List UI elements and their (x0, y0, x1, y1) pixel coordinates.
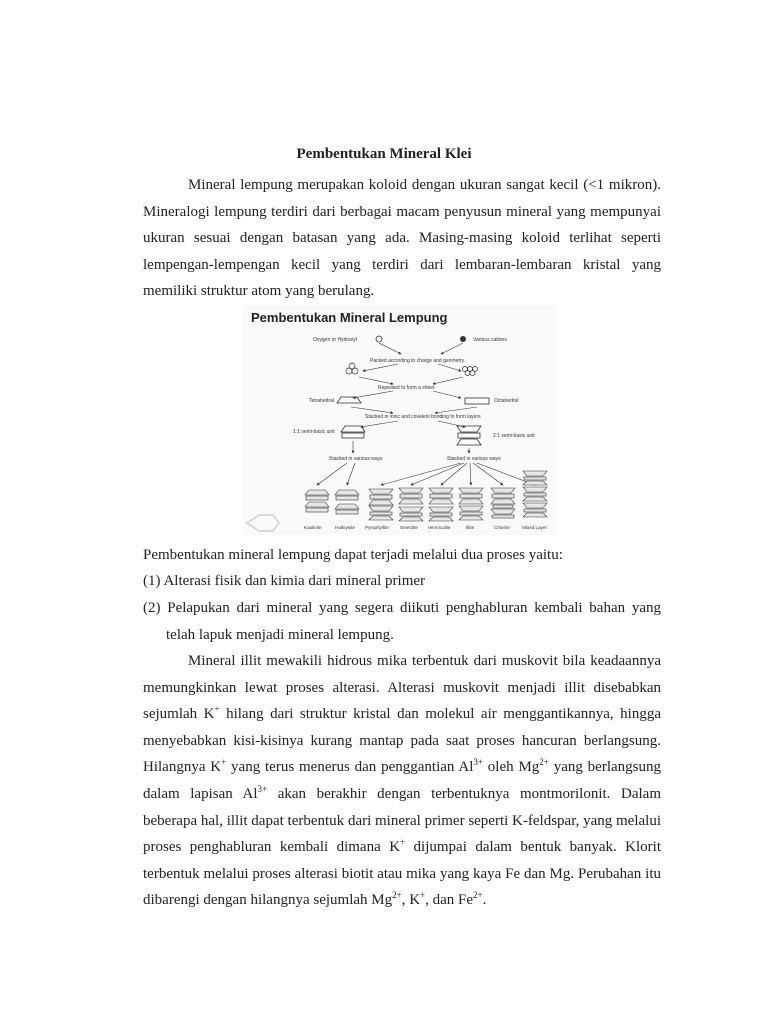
mineral-label-4: Vermiculite (428, 525, 451, 530)
label-stacked-ways-left: Stacked in various ways (329, 456, 383, 462)
label-unit11: 1:1 semi-basic unit (293, 429, 335, 435)
list-item-number: (2) (143, 600, 161, 616)
list-item (143, 595, 661, 648)
mineral-label-6: Chlorite (494, 525, 510, 530)
list-intro: Pembentukan mineral lempung dapat terjadi melalui dua proses yaitu: (143, 547, 563, 563)
paragraph-illite (143, 648, 661, 914)
mineral-label-1: Halloysite (335, 525, 355, 530)
figure-title: Pembentukan Mineral Lempung (251, 310, 448, 325)
mineral-label-5: Illite (466, 525, 475, 530)
label-packed: Packed according to charge and geometry (370, 358, 464, 364)
label-stacked-ways-right: Stacked in various ways (447, 456, 501, 462)
label-unit21: 2:1 semi-basic unit (493, 433, 535, 439)
mineral-label-0: Kaolinite (304, 525, 322, 530)
mixed-layer-stack-icon (523, 471, 547, 517)
list-item (143, 568, 661, 595)
label-oxygen: Oxygen or Hydroxyl (313, 337, 357, 343)
list-item-text: Alterasi fisik dan kimia dari mineral primer (163, 573, 426, 589)
list-item-number: (1) (143, 573, 161, 589)
paragraph-intro-text: Mineral lempung merupakan koloid dengan ukuran sangat kecil (<1 mikron). Mineralogi lempung terdiri dari berbagai macam penyusun mineral yang mempunyai ukuran sesuai dengan batasan yang ada. Masing-masing koloid terlihat seperti lempengan-lempengan kecil yang terdiri dari lembaran-lembaran kristal yang memiliki struktur atom yang berulang. (143, 177, 661, 300)
clay-formation-figure (243, 305, 556, 535)
paragraph-intro (143, 172, 661, 305)
clay-formation-diagram (243, 305, 556, 535)
cation-atom-icon (460, 336, 466, 342)
page-title: Pembentukan Mineral Klei (296, 146, 472, 162)
chlorite-stack-icon (491, 488, 515, 518)
label-cations: Various cations (473, 337, 507, 343)
label-octahedral: Octahedral (494, 398, 519, 404)
mineral-label-2: Pyrophyllite (365, 525, 389, 530)
label-tetrahedral: Tetrahedral (309, 398, 335, 404)
mineral-label-3: Smectite (400, 525, 418, 530)
illite-stack-icon (459, 488, 483, 520)
paragraph-illite-text: Mineral illit mewakili hidrous mika terbentuk dari muskovit bila keadaannya memungkinkan lewat proses alterasi. Alterasi muskovit menjadi illit disebabkan sejumlah K+ hilang dari struktur kristal dan molekul air menggantikannya, hingga menyebabkan kisi-kisinya kurang mantap pada saat proses hancuran berlangsung. Hilangnya K+ yang terus menerus dan penggantian $Al^{3+}$ oleh $Mg^{2+}$ yang berlangsung dalam lapisan $Al^{3+}$ akan berakhir dengan terbentuknya montmorilonit. Dalam beberapa hal, illit dapat terbentuk dari mineral primer seperti K-feldspar, yang melalui proses penghabluran kembali dimana K+ dijumpai dalam bentuk banyak. Klorit terbentuk melalui proses alterasi biotit atau mika yang kaya Fe dan Mg. Perubahan itu dibarengi dengan hilangnya sejumlah $Mg^{2+}$, K+, dan $Fe^{2+}$. (143, 653, 662, 909)
mineral-label-7: Mixed Layer (522, 525, 548, 530)
label-repeated: Repeated to form a sheet (378, 385, 435, 391)
label-stacked-ionic: Stacked in ionic and covalent bonding to form layers (365, 414, 481, 420)
list-item-text: Pelapukan dari mineral yang segera diikuti penghabluran kembali bahan yang telah lapuk menjadi mineral lempung. (166, 600, 661, 643)
